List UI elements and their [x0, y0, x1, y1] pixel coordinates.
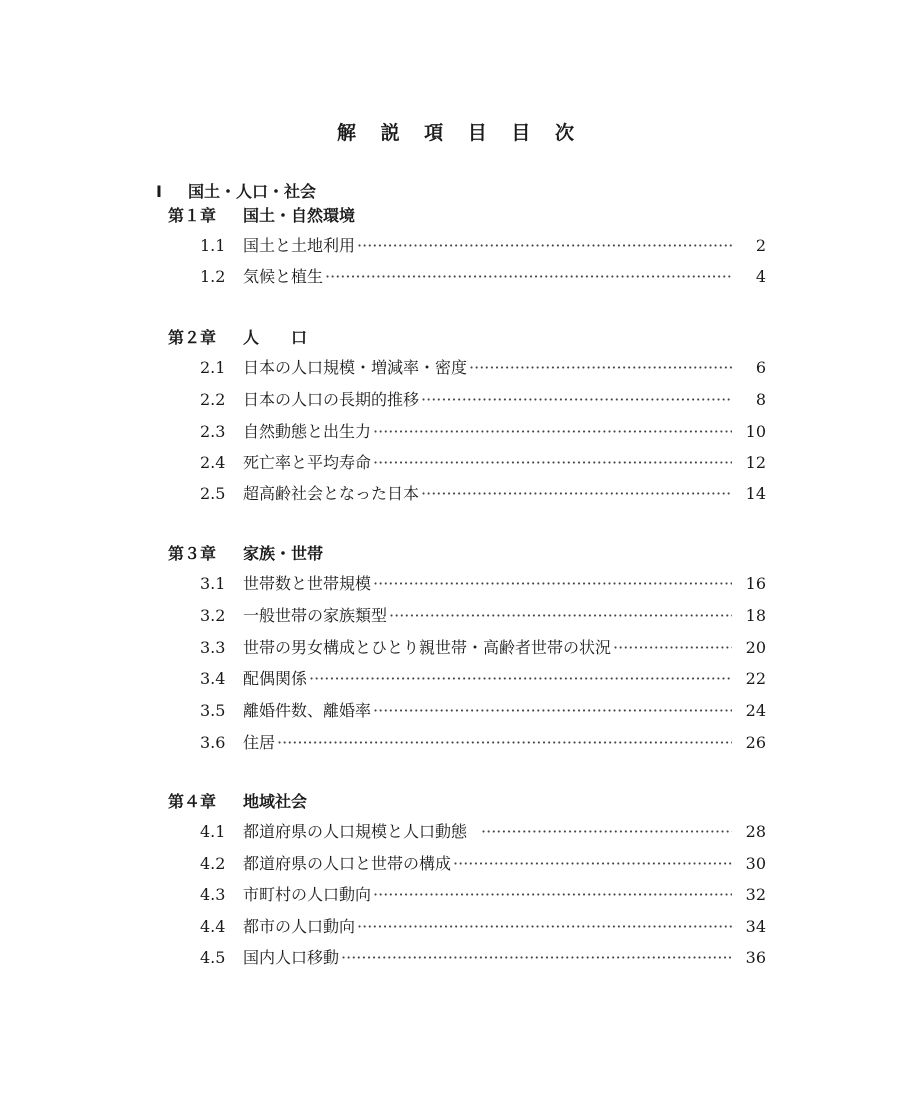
part-label: 国土・人口・社会: [188, 182, 317, 201]
dot-leader: [373, 451, 732, 475]
entry-label: 日本の人口の長期的推移: [243, 390, 420, 409]
entry-page: 2: [755, 236, 766, 255]
entry-page: 22: [745, 669, 766, 688]
toc-entry-3-6[interactable]: [200, 731, 766, 755]
toc-entry-2-1[interactable]: [200, 356, 766, 380]
chapter-number: 第４章: [168, 792, 217, 811]
dot-leader: [373, 572, 732, 596]
entry-page: 10: [745, 422, 766, 441]
chapter-heading-1[interactable]: [168, 204, 355, 228]
dot-leader: [469, 356, 732, 380]
dot-leader: [341, 946, 732, 970]
dot-leader: [373, 883, 732, 907]
entry-number: 4.5: [200, 948, 226, 967]
toc-entry-4-3[interactable]: [200, 883, 766, 907]
entry-label: 国内人口移動: [243, 948, 340, 967]
entry-page: 12: [745, 453, 766, 472]
chapter-label: 人 口: [243, 328, 308, 347]
entry-number: 4.4: [200, 917, 226, 936]
part-number: Ⅰ: [156, 182, 162, 201]
chapter-heading-3[interactable]: [168, 542, 323, 566]
dot-leader: [389, 604, 732, 628]
dot-leader: [373, 420, 732, 444]
entry-number: 2.1: [200, 358, 226, 377]
entry-page: 20: [745, 638, 766, 657]
entry-label: 世帯の男女構成とひとり親世帯・高齢者世帯の状況: [243, 638, 612, 657]
dot-leader: [613, 636, 732, 660]
entry-number: 2.5: [200, 484, 226, 503]
entry-page: 16: [745, 574, 766, 593]
toc-entry-2-4[interactable]: [200, 451, 766, 475]
entry-page: 30: [745, 854, 766, 873]
entry-label: 住居: [243, 733, 276, 752]
entry-label: 気候と植生: [243, 267, 324, 286]
entry-number: 2.2: [200, 390, 226, 409]
entry-number: 2.4: [200, 453, 226, 472]
chapter-number: 第１章: [168, 206, 217, 225]
toc-entry-3-5[interactable]: [200, 699, 766, 723]
toc-entry-3-4[interactable]: [200, 667, 766, 691]
dot-leader: [481, 820, 732, 844]
toc-entry-2-2[interactable]: [200, 388, 766, 412]
entry-page: 6: [755, 358, 766, 377]
part-heading[interactable]: [156, 180, 316, 204]
entry-number: 1.1: [200, 236, 226, 255]
entry-number: 2.3: [200, 422, 226, 441]
entry-page: 28: [745, 822, 766, 841]
chapter-label: 家族・世帯: [243, 544, 324, 563]
entry-label: 自然動態と出生力: [243, 422, 372, 441]
entry-number: 1.2: [200, 267, 226, 286]
dot-leader: [357, 234, 732, 258]
dot-leader: [373, 699, 732, 723]
entry-label: 世帯数と世帯規模: [243, 574, 372, 593]
toc-entry-1-1[interactable]: [200, 234, 766, 258]
toc-entry-2-5[interactable]: [200, 482, 766, 506]
entry-label: 日本の人口規模・増減率・密度: [243, 358, 468, 377]
toc-entry-3-1[interactable]: [200, 572, 766, 596]
entry-page: 8: [755, 390, 766, 409]
page-title: 解 説 項 目 目 次: [336, 122, 584, 144]
dot-leader: [453, 852, 732, 876]
dot-leader: [421, 388, 732, 412]
entry-number: 3.6: [200, 733, 226, 752]
entry-label: 国土と土地利用: [243, 236, 356, 255]
chapter-number: 第３章: [168, 544, 217, 563]
entry-number: 3.4: [200, 669, 226, 688]
entry-label: 都道府県の人口規模と人口動態: [243, 822, 468, 841]
chapter-heading-4[interactable]: [168, 790, 307, 814]
chapter-heading-2[interactable]: [168, 326, 307, 350]
toc-entry-4-5[interactable]: [200, 946, 766, 970]
chapter-number: 第２章: [168, 328, 217, 347]
entry-number: 4.1: [200, 822, 226, 841]
dot-leader: [357, 915, 732, 939]
entry-number: 3.3: [200, 638, 226, 657]
toc-entry-4-1[interactable]: [200, 820, 766, 844]
entry-label: 超高齢社会となった日本: [243, 484, 420, 503]
entry-page: 26: [745, 733, 766, 752]
entry-label: 配偶関係: [243, 669, 308, 688]
dot-leader: [309, 667, 732, 691]
dot-leader: [277, 731, 732, 755]
entry-number: 3.5: [200, 701, 226, 720]
entry-label: 都道府県の人口と世帯の構成: [243, 854, 452, 873]
entry-number: 3.2: [200, 606, 226, 625]
toc-entry-1-2[interactable]: [200, 265, 766, 289]
toc-entry-3-2[interactable]: [200, 604, 766, 628]
chapter-label: 国土・自然環境: [243, 206, 356, 225]
entry-label: 死亡率と平均寿命: [243, 453, 372, 472]
toc-entry-4-4[interactable]: [200, 915, 766, 939]
entry-page: 34: [745, 917, 766, 936]
entry-page: 24: [745, 701, 766, 720]
entry-page: 14: [745, 484, 766, 503]
entry-number: 4.3: [200, 885, 226, 904]
entry-page: 4: [755, 267, 766, 286]
entry-page: 36: [745, 948, 766, 967]
entry-number: 3.1: [200, 574, 226, 593]
toc-entry-4-2[interactable]: [200, 852, 766, 876]
entry-page: 32: [745, 885, 766, 904]
dot-leader: [421, 482, 732, 506]
dot-leader: [325, 265, 732, 289]
entry-number: 4.2: [200, 854, 226, 873]
entry-label: 一般世帯の家族類型: [243, 606, 388, 625]
chapter-label: 地域社会: [243, 792, 308, 811]
entry-page: 18: [745, 606, 766, 625]
toc-entry-3-3[interactable]: [200, 636, 766, 660]
entry-label: 都市の人口動向: [243, 917, 356, 936]
toc-entry-2-3[interactable]: [200, 420, 766, 444]
entry-label: 離婚件数、離婚率: [243, 701, 372, 720]
entry-label: 市町村の人口動向: [243, 885, 372, 904]
